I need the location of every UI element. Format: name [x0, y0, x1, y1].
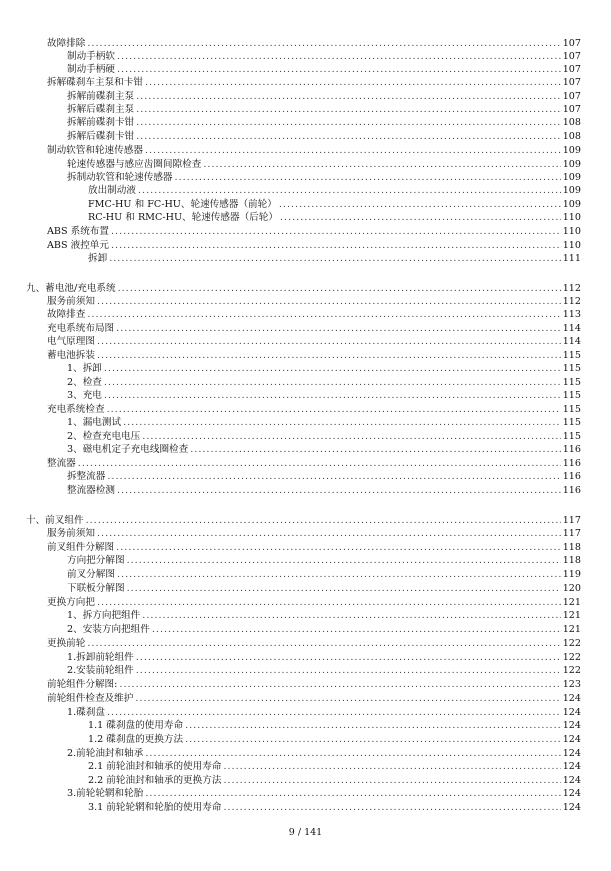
toc-entry-page: 115	[562, 390, 581, 401]
dot-leader	[104, 389, 561, 402]
toc-entry-page: 109	[562, 145, 581, 156]
dot-leader	[87, 637, 560, 650]
toc-entry-title: 整流器检测	[67, 485, 115, 496]
toc-entry[interactable]	[47, 225, 581, 238]
toc-entry-title: 电气原理图	[47, 336, 95, 347]
toc-entry-page: 109	[562, 172, 581, 183]
toc-entry-page: 122	[562, 638, 581, 649]
dot-leader	[97, 295, 561, 308]
toc-entry-page: 121	[562, 597, 581, 608]
toc-entry[interactable]	[47, 37, 581, 50]
toc-entry[interactable]	[47, 76, 581, 89]
toc-entry-title: 2、安装方向把组件	[67, 624, 150, 635]
toc-entry-page: 112	[562, 283, 581, 294]
toc-entry-page: 124	[562, 720, 581, 731]
dot-leader	[175, 171, 561, 184]
toc-entry[interactable]	[88, 719, 581, 732]
toc-entry-page: 117	[562, 515, 581, 526]
toc-entry[interactable]	[26, 514, 581, 527]
dot-leader	[107, 706, 561, 719]
toc-entry-title: 制动手柄硬	[67, 64, 115, 75]
toc-entry-title: 更换方向把	[47, 597, 95, 608]
toc-entry[interactable]	[67, 116, 581, 129]
toc-entry[interactable]	[88, 252, 581, 265]
toc-entry-title: 拆整流器	[67, 471, 106, 482]
toc-entry-page: 124	[562, 788, 581, 799]
toc-entry-title: 充电系统检查	[47, 404, 105, 415]
toc-entry[interactable]	[26, 282, 581, 295]
toc-entry-title: 故障排除	[47, 38, 86, 49]
toc-entry-title: 3、磁电机定子充电线圈检查	[67, 444, 189, 455]
dot-leader	[111, 225, 561, 238]
toc-entry-title: FMC-HU 和 FC-HU、轮速传感器（前轮）	[88, 199, 277, 210]
toc-entry-page: 116	[562, 485, 581, 496]
toc-entry[interactable]	[88, 198, 581, 211]
toc-entry[interactable]	[67, 484, 581, 497]
toc-entry-title: 1、拆卸	[67, 363, 102, 374]
toc-entry-title: 放出制动液	[88, 185, 136, 196]
toc-entry-title: 1、漏电测试	[67, 417, 122, 428]
toc-entry[interactable]	[67, 470, 581, 483]
dot-leader	[142, 609, 560, 622]
toc-entry-page: 107	[562, 91, 581, 102]
dot-leader	[97, 335, 561, 348]
toc-entry[interactable]	[47, 541, 581, 554]
toc-entry-page: 116	[562, 471, 581, 482]
toc-entry[interactable]	[47, 239, 581, 252]
toc-entry-page: 122	[562, 652, 581, 663]
toc-entry-title: 2、检查	[67, 377, 102, 388]
toc-entry-page: 119	[562, 569, 581, 580]
toc-entry[interactable]	[67, 130, 581, 143]
toc-entry-title: 2.前轮油封和轴承	[67, 748, 144, 759]
dot-leader	[136, 103, 561, 116]
dot-leader	[136, 116, 561, 129]
dot-leader	[116, 322, 561, 335]
toc-entry[interactable]	[67, 582, 581, 595]
toc-entry-page: 115	[562, 377, 581, 388]
dot-leader	[185, 733, 561, 746]
toc-entry-page: 116	[562, 444, 581, 455]
toc-entry[interactable]	[47, 403, 581, 416]
toc-entry[interactable]	[47, 678, 581, 691]
toc-entry-page: 107	[562, 104, 581, 115]
toc-entry-page: 118	[562, 542, 581, 553]
toc-entry-page: 110	[562, 240, 581, 251]
dot-leader	[135, 692, 560, 705]
dot-leader	[109, 252, 561, 265]
toc-entry-title: 制动软管和轮速传感器	[47, 145, 143, 156]
dot-leader	[136, 130, 561, 143]
toc-entry[interactable]	[47, 335, 581, 348]
dot-leader	[127, 554, 561, 567]
dot-leader	[119, 678, 560, 691]
toc-entry[interactable]	[67, 747, 581, 760]
toc-entry[interactable]	[67, 623, 581, 636]
toc-entry-page: 121	[562, 610, 581, 621]
dot-leader	[117, 568, 561, 581]
toc-entry[interactable]	[67, 554, 581, 567]
toc-entry-title: 蓄电池拆装	[47, 350, 95, 361]
toc-entry-title: 3、充电	[67, 390, 102, 401]
dot-leader	[203, 158, 560, 171]
dot-leader	[136, 90, 561, 103]
toc-entry[interactable]	[47, 596, 581, 609]
toc-entry[interactable]	[67, 90, 581, 103]
dot-leader	[97, 349, 561, 362]
dot-leader	[86, 514, 561, 527]
toc-entry-page: 122	[562, 665, 581, 676]
toc-entry[interactable]	[88, 733, 581, 746]
dot-leader	[117, 484, 561, 497]
toc-entry-title: 轮速传感器与感应齿圈间隙检查	[67, 159, 202, 170]
toc-entry-title: 下联板分解图	[67, 583, 125, 594]
toc-entry-title: 拆解碟刹车主泵和卡钳	[47, 77, 143, 88]
dot-leader	[185, 719, 561, 732]
toc-entry-page: 115	[562, 350, 581, 361]
toc-entry-page: 124	[562, 802, 581, 813]
toc-entry[interactable]	[47, 457, 581, 470]
toc-entry-page: 117	[562, 528, 581, 539]
toc-entry[interactable]	[67, 568, 581, 581]
dot-leader	[87, 37, 560, 50]
toc-entry-title: RC-HU 和 RMC-HU、轮速传感器（后轮）	[88, 212, 278, 223]
toc-entry-title: 1.1 碟刹盘的使用寿命	[88, 720, 184, 731]
toc-entry-page: 112	[562, 296, 581, 307]
dot-leader	[280, 211, 561, 224]
toc-entry[interactable]	[88, 774, 581, 787]
dot-leader	[118, 282, 561, 295]
dot-leader	[145, 76, 561, 89]
toc-entry[interactable]	[67, 63, 581, 76]
toc-entry[interactable]	[67, 664, 581, 677]
toc-entry[interactable]	[67, 416, 581, 429]
toc-entry[interactable]	[47, 527, 581, 540]
toc-entry-title: 服务前须知	[47, 528, 95, 539]
toc-entry-page: 107	[562, 64, 581, 75]
toc-entry[interactable]	[67, 50, 581, 63]
toc-entry-title: 前叉分解图	[67, 569, 115, 580]
toc-entry-title: 十、前叉组件	[26, 515, 84, 526]
toc-entry-title: 九、蓄电池/充电系统	[26, 283, 116, 294]
toc-entry-title: 2.1 前轮油封和轴承的使用寿命	[88, 761, 222, 772]
dot-leader	[223, 774, 560, 787]
toc-entry[interactable]	[67, 376, 581, 389]
toc-entry[interactable]	[47, 637, 581, 650]
toc-entry-page: 115	[562, 417, 581, 428]
toc-entry-page: 109	[562, 199, 581, 210]
toc-entry-page: 115	[562, 404, 581, 415]
toc-entry-title: 服务前须知	[47, 296, 95, 307]
toc-entry-page: 110	[562, 212, 581, 223]
toc-entry-page: 116	[562, 458, 581, 469]
dot-leader	[223, 760, 560, 773]
toc-entry-title: 整流器	[47, 458, 76, 469]
dot-leader	[190, 443, 560, 456]
toc-entry-page: 107	[562, 77, 581, 88]
toc-entry-title: 1.2 碟刹盘的更换方法	[88, 734, 184, 745]
dot-leader	[97, 527, 561, 540]
toc-entry-page: 124	[562, 693, 581, 704]
toc-entry-title: 2.安装前轮组件	[67, 665, 134, 676]
toc-entry-page: 123	[562, 679, 581, 690]
dot-leader	[111, 239, 561, 252]
dot-leader	[279, 198, 561, 211]
toc-entry-title: 1、拆方向把组件	[67, 610, 141, 621]
toc-entry[interactable]	[67, 389, 581, 402]
toc-entry-title: 故障排查	[47, 309, 86, 320]
dot-leader	[145, 747, 560, 760]
toc-entry-page: 108	[562, 117, 581, 128]
toc-entry-page: 107	[562, 38, 581, 49]
toc-entry[interactable]	[88, 211, 581, 224]
toc-entry[interactable]	[47, 295, 581, 308]
toc-entry-page: 114	[562, 323, 581, 334]
toc-entry-page: 110	[562, 226, 581, 237]
toc-entry[interactable]	[67, 609, 581, 622]
toc-entry-page: 120	[562, 583, 581, 594]
toc-entry-title: 前叉组件分解图	[47, 542, 115, 553]
toc-entry[interactable]	[67, 158, 581, 171]
toc-entry[interactable]	[47, 349, 581, 362]
toc-entry[interactable]	[88, 760, 581, 773]
dot-leader	[223, 801, 560, 814]
dot-leader	[107, 403, 561, 416]
toc-entry-title: 1.碟刹盘	[67, 707, 105, 718]
toc-entry-title: 制动手柄软	[67, 51, 115, 62]
dot-leader	[136, 664, 561, 677]
toc-entry-title: 充电系统布局图	[47, 323, 115, 334]
toc-entry-title: 拆解后碟刹主泵	[67, 104, 135, 115]
toc-entry-page: 111	[562, 253, 581, 264]
toc-entry-page: 124	[562, 734, 581, 745]
dot-leader	[145, 144, 561, 157]
toc-entry-page: 124	[562, 748, 581, 759]
toc-entry-page: 124	[562, 775, 581, 786]
dot-leader	[107, 470, 560, 483]
toc-entry-page: 113	[562, 309, 581, 320]
dot-leader	[138, 184, 561, 197]
dot-leader	[152, 623, 561, 636]
dot-leader	[127, 582, 561, 595]
toc-entry-page: 107	[562, 51, 581, 62]
toc-entry[interactable]	[67, 651, 581, 664]
toc-entry-page: 109	[562, 159, 581, 170]
toc-entry-title: 前轮组件检查及维护	[47, 693, 134, 704]
toc-entry-page: 114	[562, 336, 581, 347]
toc-entry-title: 前轮组件分解图:	[47, 679, 118, 690]
toc-entry-title: 3.1 前轮轮辋和轮胎的使用寿命	[88, 802, 222, 813]
dot-leader	[117, 50, 561, 63]
toc-entry[interactable]	[88, 184, 581, 197]
dot-leader	[117, 63, 561, 76]
toc-entry-page: 124	[562, 761, 581, 772]
toc-entry-title: 拆卸	[88, 253, 108, 264]
toc-entry-title: 拆制动软管和轮速传感器	[67, 172, 173, 183]
toc-entry[interactable]	[67, 787, 581, 800]
toc-entry[interactable]	[47, 322, 581, 335]
toc-entry-page: 108	[562, 131, 581, 142]
toc-entry-page: 115	[562, 363, 581, 374]
toc-entry-title: 2、检查充电电压	[67, 431, 141, 442]
toc-entry-page: 118	[562, 555, 581, 566]
toc-entry-title: 2.2 前轮油封和轴承的更换方法	[88, 775, 222, 786]
dot-leader	[78, 457, 561, 470]
toc-entry-page: 109	[562, 185, 581, 196]
toc-entry[interactable]	[47, 144, 581, 157]
toc-entry[interactable]	[67, 430, 581, 443]
toc-entry-page: 124	[562, 707, 581, 718]
dot-leader	[145, 787, 560, 800]
dot-leader	[97, 596, 561, 609]
toc-entry-title: ABS 液控单元	[47, 240, 109, 251]
toc-entry[interactable]	[67, 706, 581, 719]
dot-leader	[123, 416, 561, 429]
toc-entry-title: 方向把分解图	[67, 555, 125, 566]
toc-entry[interactable]	[88, 801, 581, 814]
toc-entry-page: 115	[562, 431, 581, 442]
toc-entry[interactable]	[67, 171, 581, 184]
toc-entry[interactable]	[67, 103, 581, 116]
toc-entry-title: 3.前轮轮辋和轮胎	[67, 788, 144, 799]
dot-leader	[136, 651, 561, 664]
toc-entry-title: 1.拆卸前轮组件	[67, 652, 134, 663]
dot-leader	[142, 430, 560, 443]
dot-leader	[87, 308, 560, 321]
toc-entry[interactable]	[47, 692, 581, 705]
dot-leader	[104, 376, 561, 389]
toc-entry-title: 拆解前碟刹主泵	[67, 91, 135, 102]
toc-entry-title: ABS 系统布置	[47, 226, 109, 237]
toc-entry-title: 拆解前碟刹卡钳	[67, 117, 135, 128]
page-number: 9 / 141	[288, 827, 323, 838]
toc-entry[interactable]	[47, 308, 581, 321]
toc-entry[interactable]	[67, 443, 581, 456]
toc-entry[interactable]	[67, 362, 581, 375]
dot-leader	[104, 362, 561, 375]
toc-entry-title: 拆解后碟刹卡钳	[67, 131, 135, 142]
dot-leader	[116, 541, 561, 554]
toc-entry-page: 121	[562, 624, 581, 635]
toc-entry-title: 更换前轮	[47, 638, 86, 649]
